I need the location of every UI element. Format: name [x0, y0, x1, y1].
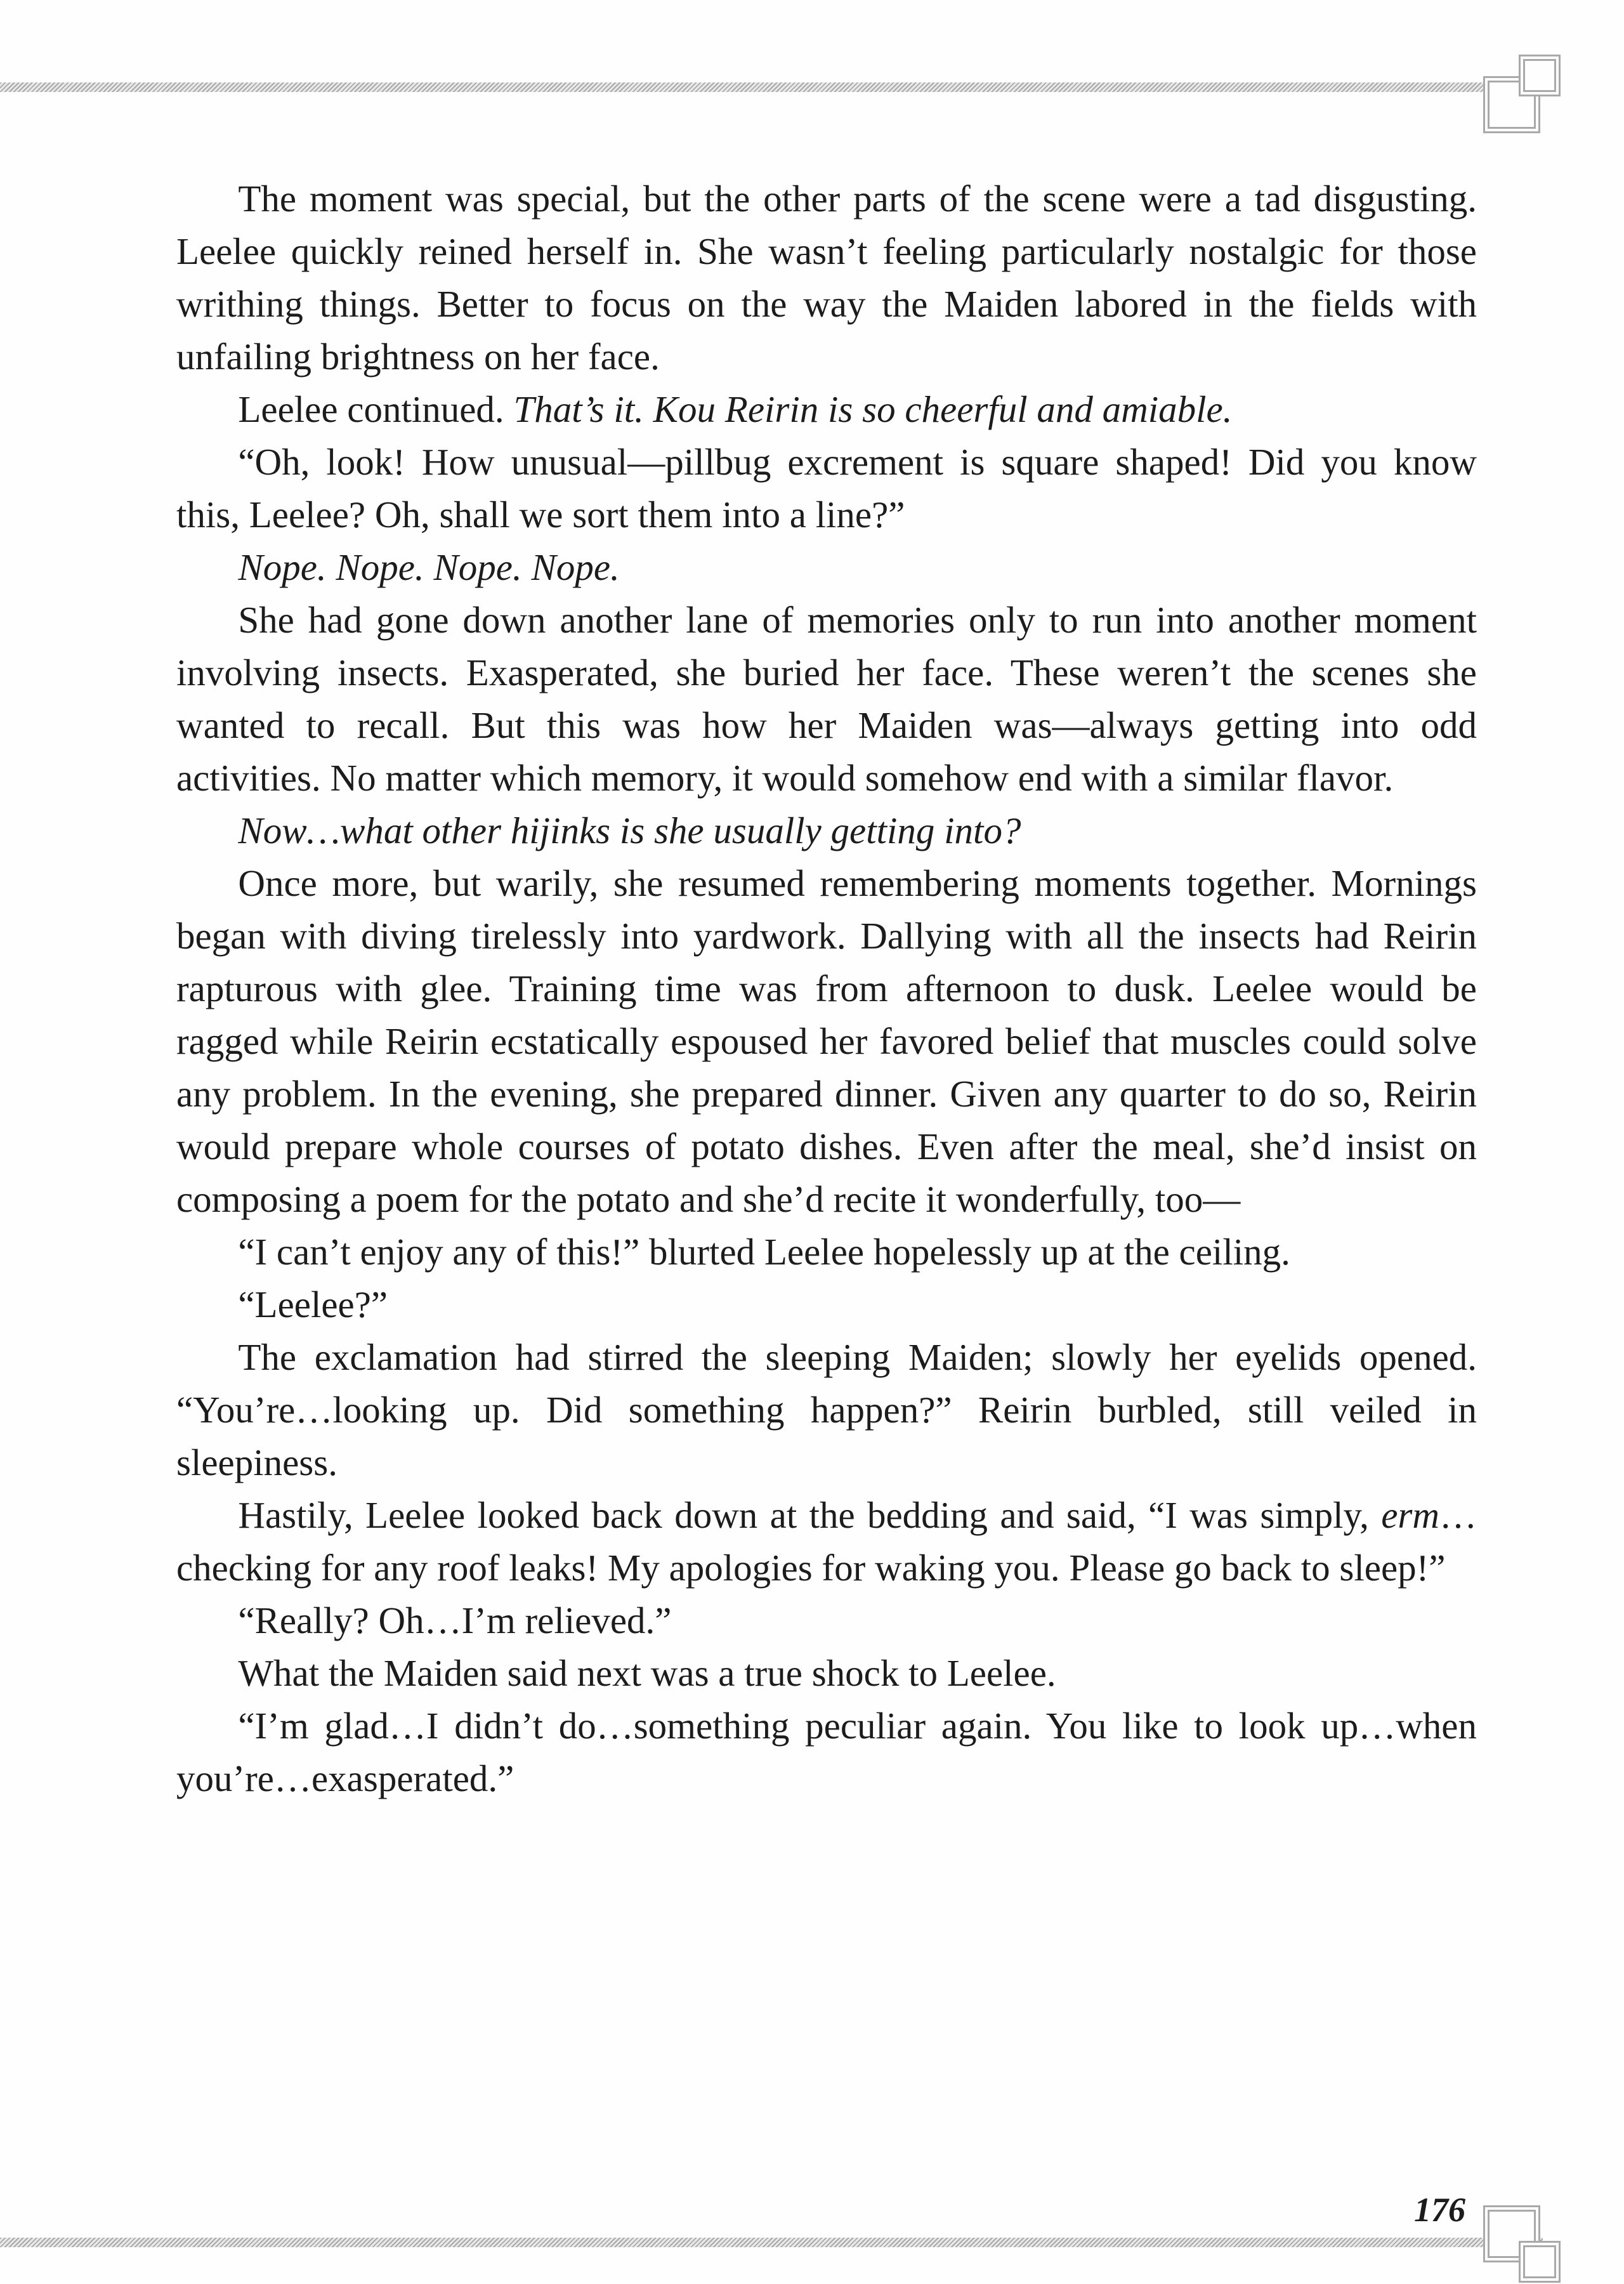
top-border-rule	[0, 82, 1543, 92]
text-run: The moment was special, but the other parts of the scene were a tad disgusting. Leelee quickly reined herself in. She wasn’t feeling particularly nostalgic for those writhing things. Better to focus on the way the Maiden labored in the fields with unfailing brightness on her face.	[176, 178, 1477, 377]
text-run: “I’m glad…I didn’t do…something peculiar again. You like to look up…when you’re…exasperated.”	[176, 1705, 1477, 1799]
text-run: The exclamation had stirred the sleeping Maiden; slowly her eyelids opened. “You’re…looking up. Did something happen?” Reirin burbled, still veiled in sleepiness.	[176, 1336, 1477, 1483]
paragraph	[176, 857, 1477, 1226]
paragraph	[176, 1278, 1477, 1331]
ornament-square-icon	[1519, 55, 1561, 96]
text-run: …checking for any roof leaks! My apologies for waking you. Please go back to sleep!”	[176, 1494, 1477, 1589]
body-text	[176, 173, 1477, 1805]
text-run: Once more, but warily, she resumed remembering moments together. Mornings began with diving tirelessly into yardwork. Dallying with all the insects had Reirin rapturous with glee. Training time was from afternoon to dusk. Leelee would be ragged while Reirin ecstatically espoused her favored belief that muscles could solve any problem. In the evening, she prepared dinner. Given any quarter to do so, Reirin would prepare whole courses of potato dishes. Even after the meal, she’d insist on composing a poem for the potato and she’d recite it wonderfully, too—	[176, 862, 1477, 1220]
paragraph	[176, 1594, 1477, 1647]
text-run: What the Maiden said next was a true shock to Leelee.	[238, 1652, 1056, 1694]
ornament-square-icon	[1519, 2241, 1561, 2283]
text-run: “I can’t enjoy any of this!” blurted Leelee hopelessly up at the ceiling.	[238, 1231, 1290, 1273]
text-run: She had gone down another lane of memories only to run into another moment involving insects. Exasperated, she buried her face. These weren’t the scenes she wanted to recall. But this was how her Maiden was—always getting into odd activities. No matter which memory, it would somehow end with a similar flavor.	[176, 599, 1477, 799]
italic-text-run: erm	[1381, 1494, 1439, 1536]
paragraph	[176, 173, 1477, 383]
text-run: “Really? Oh…I’m relieved.”	[238, 1599, 672, 1641]
paragraph	[176, 1489, 1477, 1594]
paragraph	[176, 541, 1477, 594]
paragraph	[176, 1647, 1477, 1700]
italic-text-run: Nope. Nope. Nope. Nope.	[238, 546, 620, 588]
paragraph	[176, 1331, 1477, 1489]
paragraph	[176, 383, 1477, 436]
paragraph	[176, 594, 1477, 804]
italic-text-run: Now…what other hijinks is she usually getting into?	[238, 810, 1021, 851]
italic-text-run: That’s it. Kou Reirin is so cheerful and amiable.	[513, 388, 1233, 430]
text-run: “Oh, look! How unusual—pillbug excrement is square shaped! Did you know this, Leelee? Oh, shall we sort them into a line?”	[176, 441, 1477, 535]
text-run: Leelee continued.	[238, 388, 514, 430]
paragraph	[176, 804, 1477, 857]
corner-ornament-bottom-icon	[1483, 2202, 1566, 2284]
text-run: Hastily, Leelee looked back down at the bedding and said, “I was simply,	[238, 1494, 1382, 1536]
paragraph	[176, 1226, 1477, 1278]
paragraph	[176, 436, 1477, 541]
paragraph	[176, 1700, 1477, 1805]
text-run: “Leelee?”	[238, 1283, 388, 1325]
bottom-border-rule	[0, 2238, 1543, 2247]
corner-ornament-top-icon	[1483, 55, 1566, 137]
page-number: 176	[1414, 2191, 1465, 2229]
